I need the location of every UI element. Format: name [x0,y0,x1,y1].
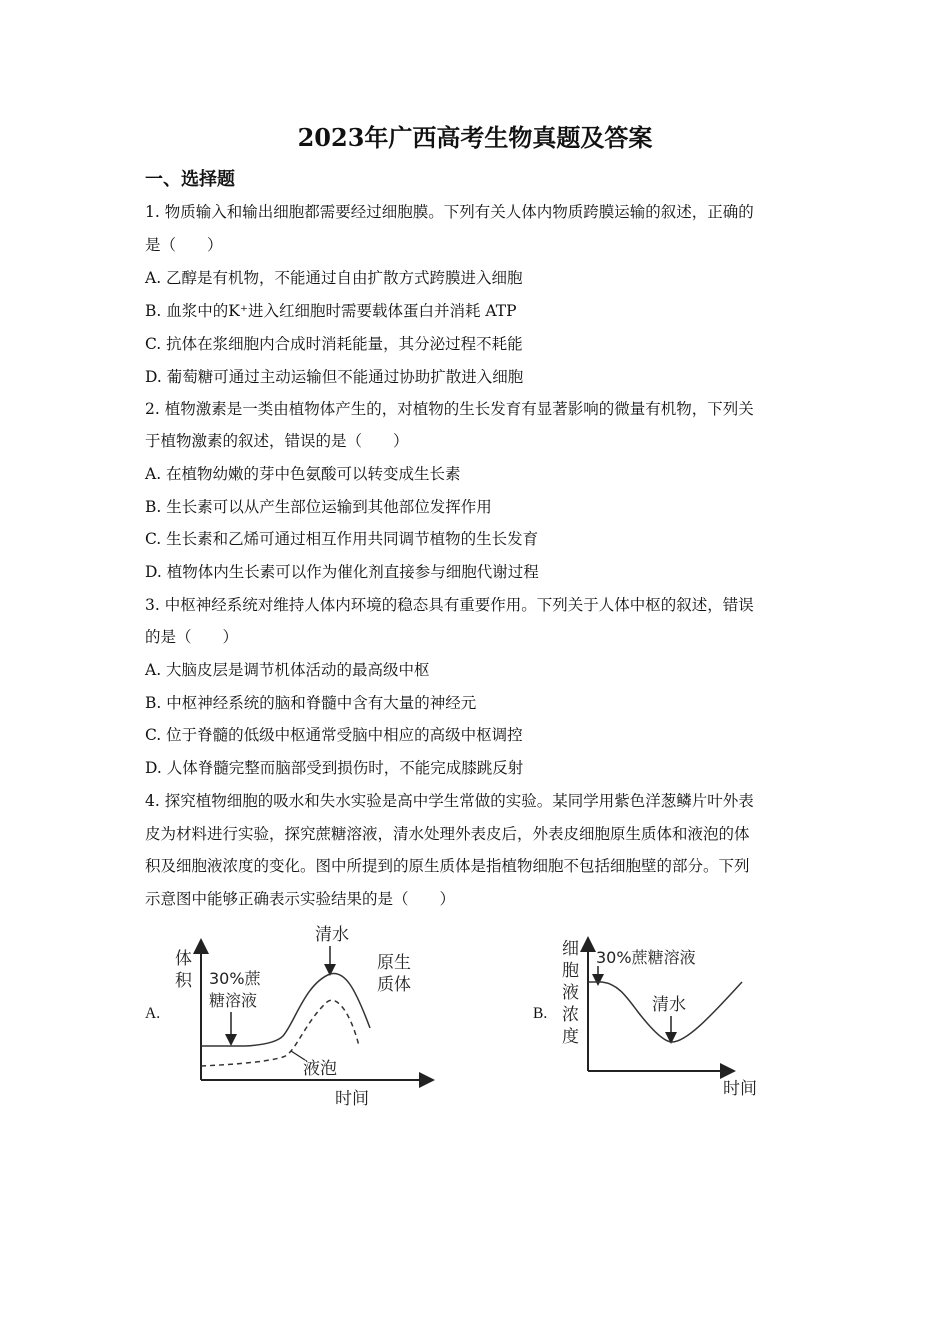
figure-b-xlabel: 时间 [723,1079,757,1099]
figure-a-sucrose-label-2: 糖溶液 [209,991,258,1010]
figure-a-xlabel: 时间 [335,1089,369,1109]
figure-a-ylabel-1: 体 [175,949,192,969]
q2-option-d: D. 植物体内生长素可以作为催化剂直接参与细胞代谢过程 [145,563,539,581]
figure-a-vacuole-label: 液泡 [303,1059,337,1079]
q1-option-d: D. 葡萄糖可通过主动运输但不能通过协助扩散进入细胞 [145,368,524,386]
q2-stem-line-1: 2. 植物激素是一类由植物体产生的，对植物的生长发育有显著影响的微量有机物，下列关 [145,400,754,418]
q3-stem-line-2: 的是（ ） [145,628,239,646]
q2-stem-line-2: 于植物激素的叙述，错误的是（ ） [145,432,409,450]
q3-option-c: C. 位于脊髓的低级中枢通常受脑中相应的高级中枢调控 [145,726,523,744]
q4-stem-line-1: 4. 探究植物细胞的吸水和失水实验是高中学生常做的实验。某同学用紫色洋葱鳞片叶外表 [145,792,754,810]
q4-stem-line-4: 示意图中能够正确表示实验结果的是（ ） [145,890,456,908]
figure-b-option-label: B. [533,1005,548,1022]
q1-option-c: C. 抗体在浆细胞内合成时消耗能量，其分泌过程不耗能 [145,335,523,353]
figure-b-diagram [558,924,778,1099]
q4-stem-line-2: 皮为材料进行实验，探究蔗糖溶液，清水处理外表皮后，外表皮细胞原生质体和液泡的体 [145,825,750,843]
q2-option-b: B. 生长素可以从产生部位运输到其他部位发挥作用 [145,498,492,516]
figure-b-ylabel-char-1: 细 [562,939,579,959]
q1-stem-line-2: 是（ ） [145,236,223,254]
page-title: 2023年广西高考生物真题及答案 [297,123,653,152]
figure-a-option-label: A. [145,1005,161,1022]
figure-a-vacuole-curve [201,1000,359,1066]
figure-a-protoplast-label-1: 原生 [377,953,411,973]
q3-option-b: B. 中枢神经系统的脑和脊髓中含有大量的神经元 [145,694,477,712]
q3-option-a: A. 大脑皮层是调节机体活动的最高级中枢 [145,661,430,679]
q2-option-a: A. 在植物幼嫩的芽中色氨酸可以转变成生长素 [145,465,461,483]
q2-option-c: C. 生长素和乙烯可通过相互作用共同调节植物的生长发育 [145,530,539,548]
figure-b-ylabel-char-4: 浓 [562,1005,579,1025]
figure-a-water-label: 清水 [315,925,349,945]
figure-b-ylabel-char-2: 胞 [562,961,579,981]
figure-a-diagram [165,918,465,1108]
figure-a-ylabel-2: 积 [175,971,192,991]
q1-stem-line-1: 1. 物质输入和输出细胞都需要经过细胞膜。下列有关人体内物质跨膜运输的叙述，正确的 [145,203,754,221]
q4-stem-line-3: 积及细胞液浓度的变化。图中所提到的原生质体是指植物细胞不包括细胞壁的部分。下列 [145,857,750,875]
section-heading: 一、选择题 [145,169,235,190]
q3-stem-line-1: 3. 中枢神经系统对维持人体内环境的稳态具有重要作用。下列关于人体中枢的叙述，错误 [145,596,754,614]
figure-b-water-label: 清水 [652,995,686,1015]
figure-a-sucrose-label-1: 30%蔗 [209,969,261,988]
q1-option-b: B. 血浆中的K⁺进入红细胞时需要载体蛋白并消耗 ATP [145,302,517,320]
q1-option-a: A. 乙醇是有机物，不能通过自由扩散方式跨膜进入细胞 [145,269,523,287]
figure-b-ylabel-char-3: 液 [562,983,579,1003]
q3-option-d: D. 人体脊髓完整而脑部受到损伤时，不能完成膝跳反射 [145,759,524,777]
figure-b-ylabel-char-5: 度 [562,1027,579,1047]
figure-a-protoplast-label-2: 质体 [377,975,411,995]
figure-b-sucrose-label: 30%蔗糖溶液 [596,948,696,967]
